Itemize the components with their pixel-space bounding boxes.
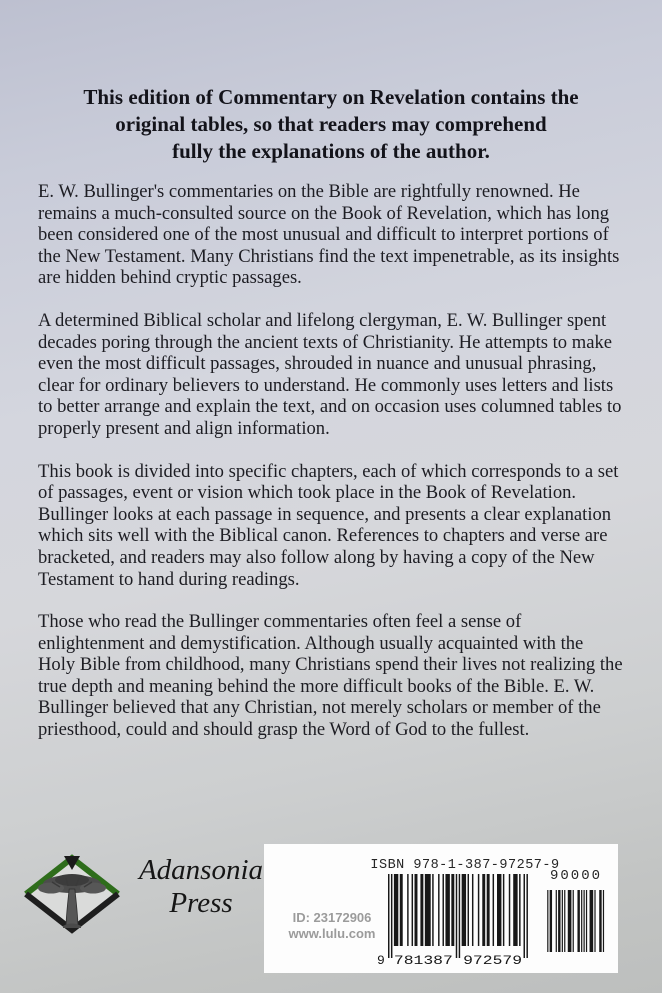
- ean13-barcode: [376, 874, 534, 966]
- ean5-supplement-barcode: [545, 890, 605, 952]
- barcode-panel: [264, 844, 618, 973]
- cover-tagline: [36, 84, 626, 165]
- publisher-name-line-2: Press: [169, 887, 233, 919]
- description-paragraph-1: E. W. Bullinger's commentaries on the Bible are rightfully renowned. He remains a much-consulted source on the Book of Revelation, which has long been considered one of the most unusual and difficult to interpret portions of the New Testament. Many Christians find the text impenetrable, as its insights are hidden behind cryptic passages.: [38, 181, 620, 289]
- description-paragraph-3: This book is divided into specific chapters, each of which corresponds to a set of passages, event or vision which took place in the Book of Revelation. Bullinger looks at each passage in sequence, and presents a clear explanation which sits well with the Biblical canon. References to chapters and verse are bracketed, and readers may also follow along by having a copy of the New Testament to hand during readings.: [38, 460, 619, 590]
- publisher-name-line-1: Adansonia: [138, 854, 264, 886]
- lulu-listing-id: ID: 23172906: [292, 910, 372, 925]
- lulu-id-block: [272, 910, 392, 942]
- tagline-line-3: fully the explanations of the author.: [172, 139, 490, 163]
- svg-text:9: 9: [377, 953, 385, 966]
- svg-text:781387: 781387: [393, 953, 453, 966]
- isbn-label: ISBN 978-1-387-97257-9: [370, 858, 560, 873]
- tagline-line-1: This edition of Commentary on Revelation contains the: [83, 85, 579, 109]
- baobab-tree-diamond-icon: [22, 854, 122, 934]
- description-paragraph-4: Those who read the Bullinger commentaries often feel a sense of enlightenment and demystification. Although usually acquainted with the Holy Bible from childhood, many Christians spend their lives not realizing the true depth and meaning behind the more difficult books of the Bible. E. W. Bullinger believed that any Christian, not merely scholars or member of the priesthood, could and should grasp the Word of God to the fullest.: [38, 611, 623, 741]
- description-paragraph-2: A determined Biblical scholar and lifelong clergyman, E. W. Bullinger spent decades poring through the ancient texts of Christianity. He attempts to make even the most difficult passages, shrouded in nuance and unusual phrasing, clear for ordinary believers to understand. He commonly uses letters and lists to better arrange and explain the text, and on occasion uses columned tables to properly present and align information.: [38, 309, 622, 439]
- publisher-name: [120, 854, 282, 920]
- cover-footer: [0, 840, 662, 993]
- cover-description: [38, 181, 624, 762]
- lulu-website: www.lulu.com: [288, 926, 376, 941]
- svg-text:972579: 972579: [463, 953, 523, 966]
- supplement-digits: 90000: [549, 868, 602, 884]
- adansonia-press-logo: [22, 846, 272, 956]
- tagline-line-2: original tables, so that readers may comprehend: [115, 112, 547, 136]
